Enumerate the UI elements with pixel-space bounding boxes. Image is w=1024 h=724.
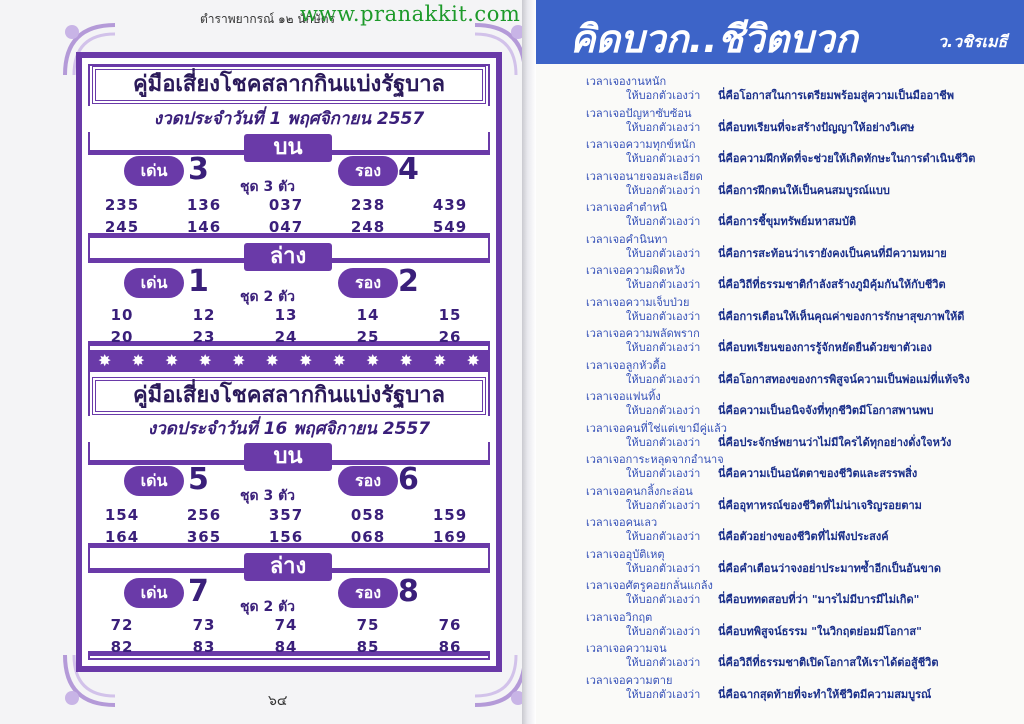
poem-situation: เวลาเจอลูกหัวดื้อ: [586, 358, 667, 372]
lower-label: ล่าง: [244, 243, 332, 271]
number-cell: 20: [110, 328, 134, 346]
poem-tell-phrase: ให้บอกตัวเองว่า: [626, 561, 701, 575]
draw-title: คู่มือเสี่ยงโชคสลากกินแบ่งรัฐบาล: [92, 66, 486, 104]
upper-label: บน: [244, 134, 332, 162]
sun-icon: ✸: [366, 351, 380, 370]
lead-pill: เด่น: [124, 578, 184, 608]
poem-meaning: นี่คือความเป็นอนิจจังที่ทุกชีวิตมีโอกาสพานพบ: [718, 404, 934, 417]
lead-number: 5: [188, 462, 209, 497]
number-cell: 24: [274, 328, 298, 346]
poem-tell-phrase: ให้บอกตัวเองว่า: [626, 530, 701, 543]
poem-situation: เวลาเจอคำตำหนิ: [586, 201, 668, 214]
poem-situation: เวลาเจอความผิดหวัง: [586, 264, 686, 277]
sub-pill: รอง: [338, 466, 398, 496]
poem-meaning: นี่คือบททดสอบที่ว่า "มารไม่มีบารมีไม่เกิด": [718, 593, 920, 606]
number-cell: 13: [274, 306, 298, 324]
number-cell: 12: [192, 306, 216, 324]
sub-pill: รอง: [338, 156, 398, 186]
poem-meaning: นี่คือโอกาสในการเตรียมพร้อมสู่ความเป็นมืออาชีพ: [718, 89, 955, 102]
poem-situation: เวลาเจองานหนัก: [586, 75, 667, 88]
sub-number: 4: [398, 152, 419, 187]
lower-label: ล่าง: [244, 553, 332, 581]
sun-icon: ✸: [198, 351, 212, 370]
poem-meaning: นี่คือประจักษ์พยานว่าไม่มีใครได้ทุกอย่างดั่งใจหวัง: [718, 435, 952, 449]
poem-tell-phrase: ให้บอกตัวเองว่า: [626, 341, 701, 354]
set-label: ชุด 2 ตัว: [240, 289, 296, 305]
poem-meaning: นี่คือคำเตือนว่าจงอย่าประมาทซ้ำอีกเป็นอันขาด: [718, 561, 942, 575]
right-page: [530, 0, 1024, 724]
number-cell: 84: [274, 638, 298, 656]
lead-number: 7: [188, 574, 209, 609]
poem-tell-phrase: ให้บอกตัวเองว่า: [626, 120, 701, 134]
number-cell: 10: [110, 306, 134, 324]
page-header: ตำราพยากรณ์ ๑๒ นักษัตร: [200, 12, 336, 26]
poem-situation: เวลาเจอความตาย: [586, 673, 673, 687]
set-label: ชุด 3 ตัว: [240, 488, 296, 504]
poem-tell-phrase: ให้บอกตัวเองว่า: [626, 372, 701, 386]
poem-meaning: นี่คือวิถีที่ธรรมชาติเปิดโอกาสให้เราได้ต่อสู้ชีวิต: [718, 656, 939, 669]
sun-icon: ✸: [332, 351, 346, 370]
title-banner: [530, 0, 1024, 64]
number-cell: 068: [350, 528, 386, 546]
number-cell: 238: [350, 196, 386, 214]
sun-icon: ✸: [131, 351, 145, 370]
number-cell: 72: [110, 616, 134, 634]
number-cell: 549: [432, 218, 468, 236]
sun-icon: ✸: [399, 351, 413, 370]
poem-meaning: นี่คือการสะท้อนว่าเรายังคงเป็นคนที่มีความหมาย: [718, 246, 947, 260]
number-cell: 245: [104, 218, 140, 236]
poem-tell-phrase: ให้บอกตัวเองว่า: [626, 309, 701, 323]
poem-tell-phrase: ให้บอกตัวเองว่า: [626, 89, 701, 102]
page-number: ๖๔: [268, 693, 288, 709]
poem-meaning: นี่คืออุทาหรณ์ของชีวิตที่ไม่น่าเจริญรอยตาม: [718, 498, 922, 512]
number-cell: 357: [268, 506, 304, 524]
book-spine: [522, 0, 536, 724]
poem-situation: เวลาเจอนายจอมละเอียด: [586, 169, 703, 183]
poem-situation: เวลาเจอคำนินทา: [586, 232, 668, 246]
lead-pill: เด่น: [124, 466, 184, 496]
poem-meaning: นี่คือโอกาสทองของการพิสูจน์ความเป็นพ่อแม่ที่แท้จริง: [718, 372, 970, 386]
poem-meaning: นี่คือฉากสุดท้ายที่จะทำให้ชีวิตมีความสมบูรณ์: [718, 687, 932, 701]
number-cell: 85: [356, 638, 380, 656]
number-cell: 169: [432, 528, 468, 546]
poem-tell-phrase: ให้บอกตัวเองว่า: [626, 152, 701, 165]
number-cell: 146: [186, 218, 222, 236]
poem-situation: เวลาเจอคนกลิ้งกะล่อน: [586, 484, 693, 498]
number-cell: 76: [438, 616, 462, 634]
lead-pill: เด่น: [124, 268, 184, 298]
sub-number: 6: [398, 462, 419, 497]
lead-pill: เด่น: [124, 156, 184, 186]
poem-situation: เวลาเจอความเจ็บป่วย: [586, 295, 690, 309]
poem-meaning: นี่คือการเตือนให้เห็นคุณค่าของการรักษาสุขภาพให้ดี: [718, 309, 965, 323]
number-cell: 156: [268, 528, 304, 546]
number-cell: 14: [356, 306, 380, 324]
sun-icon: ✸: [98, 351, 112, 370]
number-cell: 256: [186, 506, 222, 524]
poem-meaning: นี่คือความเป็นอนัตตาของชีวิตและสรรพสิ่ง: [718, 467, 918, 480]
poem-tell-phrase: ให้บอกตัวเองว่า: [626, 278, 701, 291]
poem-situation: เวลาเจอความพลัดพราก: [586, 327, 700, 340]
poem-tell-phrase: ให้บอกตัวเองว่า: [626, 246, 701, 260]
number-cell: 83: [192, 638, 216, 656]
number-cell: 86: [438, 638, 462, 656]
poem-situation: เวลาเจออุบัติเหตุ: [586, 547, 665, 561]
poem-meaning: นี่คือบทพิสูจน์ธรรม "ในวิกฤตย่อมมีโอกาส": [718, 624, 922, 638]
number-cell: 164: [104, 528, 140, 546]
article-author: ว.วชิรเมธี: [938, 32, 1008, 51]
poem-tell-phrase: ให้บอกตัวเองว่า: [626, 656, 701, 669]
number-cell: 15: [438, 306, 462, 324]
poem-situation: เวลาเจอปัญหาซับซ้อน: [586, 106, 692, 120]
draw-title: คู่มือเสี่ยงโชคสลากกินแบ่งรัฐบาล: [92, 377, 486, 415]
sun-icon: ✸: [299, 351, 313, 370]
number-cell: 25: [356, 328, 380, 346]
sub-pill: รอง: [338, 268, 398, 298]
watermark: www.pranakkit.com: [300, 2, 521, 26]
poem-tell-phrase: ให้บอกตัวเองว่า: [626, 593, 701, 606]
sun-icon: ✸: [165, 351, 179, 370]
poem-situation: เวลาเจอความทุกข์หนัก: [586, 138, 696, 151]
lead-number: 1: [188, 264, 209, 299]
set-label: ชุด 2 ตัว: [240, 599, 296, 615]
draw-date: งวดประจำวันที่ 1 พฤศจิกายน 2557: [88, 106, 490, 132]
number-cell: 82: [110, 638, 134, 656]
poem-tell-phrase: ให้บอกตัวเองว่า: [626, 404, 701, 417]
poem-situation: เวลาเจอคนเลว: [586, 516, 658, 529]
number-cell: 439: [432, 196, 468, 214]
sub-number: 2: [398, 264, 419, 299]
poem-meaning: นี่คือตัวอย่างของชีวิตที่ไม่พึงประสงค์: [718, 530, 889, 543]
number-cell: 058: [350, 506, 386, 524]
number-cell: 23: [192, 328, 216, 346]
sun-icon: ✸: [466, 351, 480, 370]
number-cell: 26: [438, 328, 462, 346]
number-cell: 248: [350, 218, 386, 236]
poem-meaning: นี่คือการชี้ขุมทรัพย์มหาสมบัติ: [718, 215, 857, 228]
sub-number: 8: [398, 574, 419, 609]
sub-pill: รอง: [338, 578, 398, 608]
number-cell: 159: [432, 506, 468, 524]
number-cell: 037: [268, 196, 304, 214]
poem-meaning: นี่คือวิถีที่ธรรมชาติกำลังสร้างภูมิคุ้มกันให้กับชีวิต: [718, 278, 946, 291]
set-label: ชุด 3 ตัว: [240, 179, 296, 195]
sun-icon: ✸: [232, 351, 246, 370]
number-cell: 365: [186, 528, 222, 546]
number-cell: 136: [186, 196, 222, 214]
number-cell: 73: [192, 616, 216, 634]
poem-tell-phrase: ให้บอกตัวเองว่า: [626, 467, 701, 480]
number-cell: 154: [104, 506, 140, 524]
poem-meaning: นี่คือความฝึกหัดที่จะช่วยให้เกิดทักษะในการดำเนินชีวิต: [718, 152, 976, 165]
lead-number: 3: [188, 152, 209, 187]
number-cell: 75: [356, 616, 380, 634]
draw-date: งวดประจำวันที่ 16 พฤศจิกายน 2557: [88, 416, 490, 442]
poem-situation: เวลาเจอการะหลุดจากอำนาจ: [586, 453, 724, 466]
poem-tell-phrase: ให้บอกตัวเองว่า: [626, 435, 701, 449]
poem-tell-phrase: ให้บอกตัวเองว่า: [626, 183, 701, 197]
poem-tell-phrase: ให้บอกตัวเองว่า: [626, 687, 701, 701]
poem-situation: เวลาเจอคนที่ใช่แต่เขามีคู่แล้ว: [586, 421, 727, 435]
poem-situation: เวลาเจอแฟนทิ้ง: [586, 390, 661, 403]
upper-label: บน: [244, 443, 332, 471]
poem-meaning: นี่คือบทเรียนที่จะสร้างปัญญาให้อย่างวิเศษ: [718, 120, 915, 134]
poem-tell-phrase: ให้บอกตัวเองว่า: [626, 215, 701, 228]
number-cell: 74: [274, 616, 298, 634]
poem-tell-phrase: ให้บอกตัวเองว่า: [626, 624, 701, 638]
article-title: คิดบวก..ชีวิตบวก: [570, 17, 858, 61]
poem-tell-phrase: ให้บอกตัวเองว่า: [626, 498, 701, 512]
poem-meaning: นี่คือการฝึกตนให้เป็นคนสมบูรณ์แบบ: [718, 183, 890, 197]
poem-situation: เวลาเจอวิกฤต: [586, 610, 653, 624]
sun-icon: ✸: [433, 351, 447, 370]
sun-divider: [88, 350, 490, 372]
poem-meaning: นี่คือบทเรียนของการรู้จักหยัดยืนด้วยขาตัวเอง: [718, 341, 932, 354]
poem-situation: เวลาเจอความจน: [586, 642, 667, 655]
sun-icon: ✸: [265, 351, 279, 370]
poem-situation: เวลาเจอศัตรูคอยกลั่นแกล้ง: [586, 579, 713, 592]
number-cell: 235: [104, 196, 140, 214]
number-cell: 047: [268, 218, 304, 236]
